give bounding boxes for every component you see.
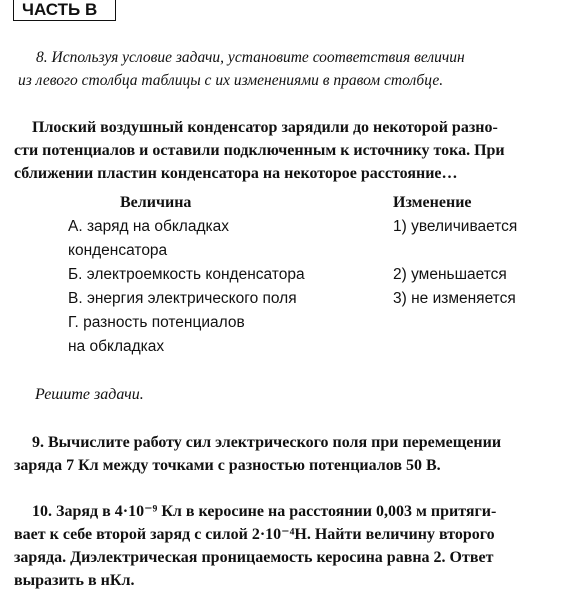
- change-option: 2) уменьшается: [393, 266, 507, 283]
- quantity-item: Б. электроемкость конденсатора: [68, 266, 305, 283]
- part-label-box: [13, 0, 116, 21]
- q10-line: 10. Заряд в 4·10⁻⁹ Кл в керосине на расстоянии 0,003 м притяги-: [32, 503, 497, 520]
- quantity-item: на обкладках: [68, 338, 165, 355]
- q10-line: заряда. Диэлектрическая проницаемость керосина равна 2. Ответ: [14, 549, 494, 566]
- part-label: ЧАСТЬ В: [22, 0, 98, 19]
- quantity-item: В. энергия электрического поля: [68, 290, 297, 307]
- quantity-item: конденсатора: [68, 242, 168, 259]
- solve-heading: Решите задачи.: [35, 386, 144, 403]
- question-8-condition: [14, 116, 574, 185]
- q8-line: из левого столбца таблицы с их изменениями в правом столбце.: [18, 72, 444, 89]
- quantity-item: А. заряд на обкладках: [68, 218, 230, 235]
- question-8-instructions: [18, 46, 576, 92]
- question-10: [14, 500, 574, 592]
- change-option: 1) увеличивается: [393, 218, 518, 235]
- column-header-quantity: Величина: [120, 194, 192, 211]
- q9-line: заряда 7 Кл между точками с разностью потенциалов 50 В.: [14, 457, 441, 474]
- q10-line: выразить в нКл.: [14, 572, 135, 589]
- column-header-change: Изменение: [393, 194, 472, 211]
- change-option: 3) не изменяется: [393, 290, 516, 307]
- q9-line: 9. Вычислите работу сил электрического поля при перемещении: [32, 434, 502, 451]
- question-9: [14, 431, 574, 477]
- q8-line: 8. Используя условие задачи, установите соответствия величин: [36, 49, 465, 66]
- condition-line: Плоский воздушный конденсатор зарядили до некоторой разно-: [32, 119, 498, 136]
- condition-line: сближении пластин конденсатора на некоторое расстояние…: [14, 165, 458, 182]
- condition-line: сти потенциалов и оставили подключенным к источнику тока. При: [14, 142, 505, 159]
- quantity-item: Г. разность потенциалов: [68, 314, 245, 331]
- q10-line: вает к себе второй заряд с силой 2·10⁻⁴Н. Найти величину второго: [14, 526, 495, 543]
